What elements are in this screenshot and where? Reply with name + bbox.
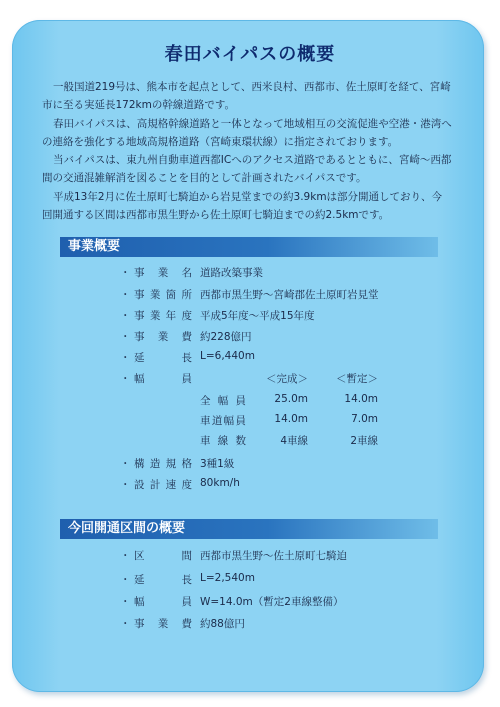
bullet: ・	[120, 458, 131, 470]
completed-value: 25.0m	[274, 393, 308, 405]
row-label: 延長	[134, 574, 192, 586]
row-value: 80km/h	[200, 477, 240, 489]
intro-paragraph: 春田バイパスは、高規格幹線道路と一体となって地域相互の交流促進や空港・港湾への連絡を強化する地域高規格道路（宮崎東環状線）に指定されております。	[42, 117, 452, 148]
row-label: 設計速度	[134, 479, 192, 491]
completed-value: 14.0m	[274, 413, 308, 425]
info-row	[0, 616, 500, 634]
section-heading-project-overview: 事業概要	[60, 237, 438, 257]
info-row	[0, 308, 500, 326]
bullet: ・	[120, 267, 131, 279]
bullet: ・	[120, 596, 131, 608]
row-label: 事業費	[134, 331, 192, 343]
row-value: L=2,540m	[200, 572, 255, 584]
row-value: 約228億円	[200, 331, 252, 343]
info-row	[0, 287, 500, 305]
bullet: ・	[120, 331, 131, 343]
provisional-column-header: ＜暫定＞	[336, 373, 378, 385]
width-subrow	[0, 413, 500, 431]
row-value: W=14.0m（暫定2車線整備）	[200, 596, 344, 608]
info-row-width-header	[0, 371, 500, 389]
intro-paragraph: 当バイパスは、東九州自動車道西都ICへのアクセス道路であるとともに、宮崎～西都間の交通混雑解消を図ることを目的として計画されたバイパスです。	[42, 154, 452, 185]
bullet: ・	[120, 574, 131, 586]
bullet: ・	[120, 289, 131, 301]
width-subrow	[0, 393, 500, 411]
bullet: ・	[120, 479, 131, 491]
intro-paragraph: 一般国道219号は、熊本市を起点として、西米良村、西都市、佐土原町を経て、宮崎市に至る実延長172kmの幹線道路です。	[42, 81, 451, 112]
intro-text	[42, 78, 452, 224]
provisional-value: 7.0m	[351, 413, 378, 425]
row-label: 事業費	[134, 618, 192, 630]
bullet: ・	[120, 550, 131, 562]
page-title: 春田バイパスの概要	[164, 44, 336, 65]
row-label: 構造規格	[134, 458, 192, 470]
bullet: ・	[120, 352, 131, 364]
completed-column-header: ＜完成＞	[266, 373, 308, 385]
row-value: 約88億円	[200, 618, 245, 630]
row-value: 道路改築事業	[200, 267, 263, 279]
info-row	[0, 548, 500, 566]
info-row	[0, 350, 500, 368]
row-value: 西都市黒生野～佐土原町七騎迫	[200, 550, 347, 562]
info-row	[0, 572, 500, 590]
row-label: 区間	[134, 550, 192, 562]
bullet: ・	[120, 310, 131, 322]
row-value: L=6,440m	[200, 350, 255, 362]
row-label: 延長	[134, 352, 192, 364]
completed-value: 4車線	[280, 435, 308, 447]
row-label: 事業年度	[134, 310, 192, 322]
info-row	[0, 329, 500, 347]
row-value: 3種1級	[200, 458, 235, 470]
provisional-value: 14.0m	[344, 393, 378, 405]
row-label: 事業名	[134, 267, 192, 279]
intro-paragraph: 平成13年2月に佐土原町七騎迫から岩見堂までの約3.9kmは部分開通しており、今回開通する区間は西都市黒生野から佐土原町七騎迫までの約2.5kmです。	[42, 190, 443, 222]
subrow-label: 全幅員	[200, 395, 246, 407]
row-value: 西都市黒生野～宮崎郡佐土原町岩見堂	[200, 289, 379, 301]
row-label: 幅員	[134, 596, 192, 608]
bullet: ・	[120, 373, 131, 385]
row-label: 事業箇所	[134, 289, 192, 301]
info-row	[0, 456, 500, 474]
provisional-value: 2車線	[350, 435, 378, 447]
info-row	[0, 477, 500, 495]
info-row	[0, 265, 500, 283]
bullet: ・	[120, 618, 131, 630]
section-heading-opened-section: 今回開通区間の概要	[60, 519, 438, 539]
info-row	[0, 594, 500, 612]
row-label: 幅員	[134, 373, 192, 385]
row-value: 平成5年度～平成15年度	[200, 310, 315, 322]
subrow-label: 車線数	[200, 435, 246, 447]
width-subrow	[0, 433, 500, 451]
subrow-label: 車道幅員	[200, 415, 246, 427]
